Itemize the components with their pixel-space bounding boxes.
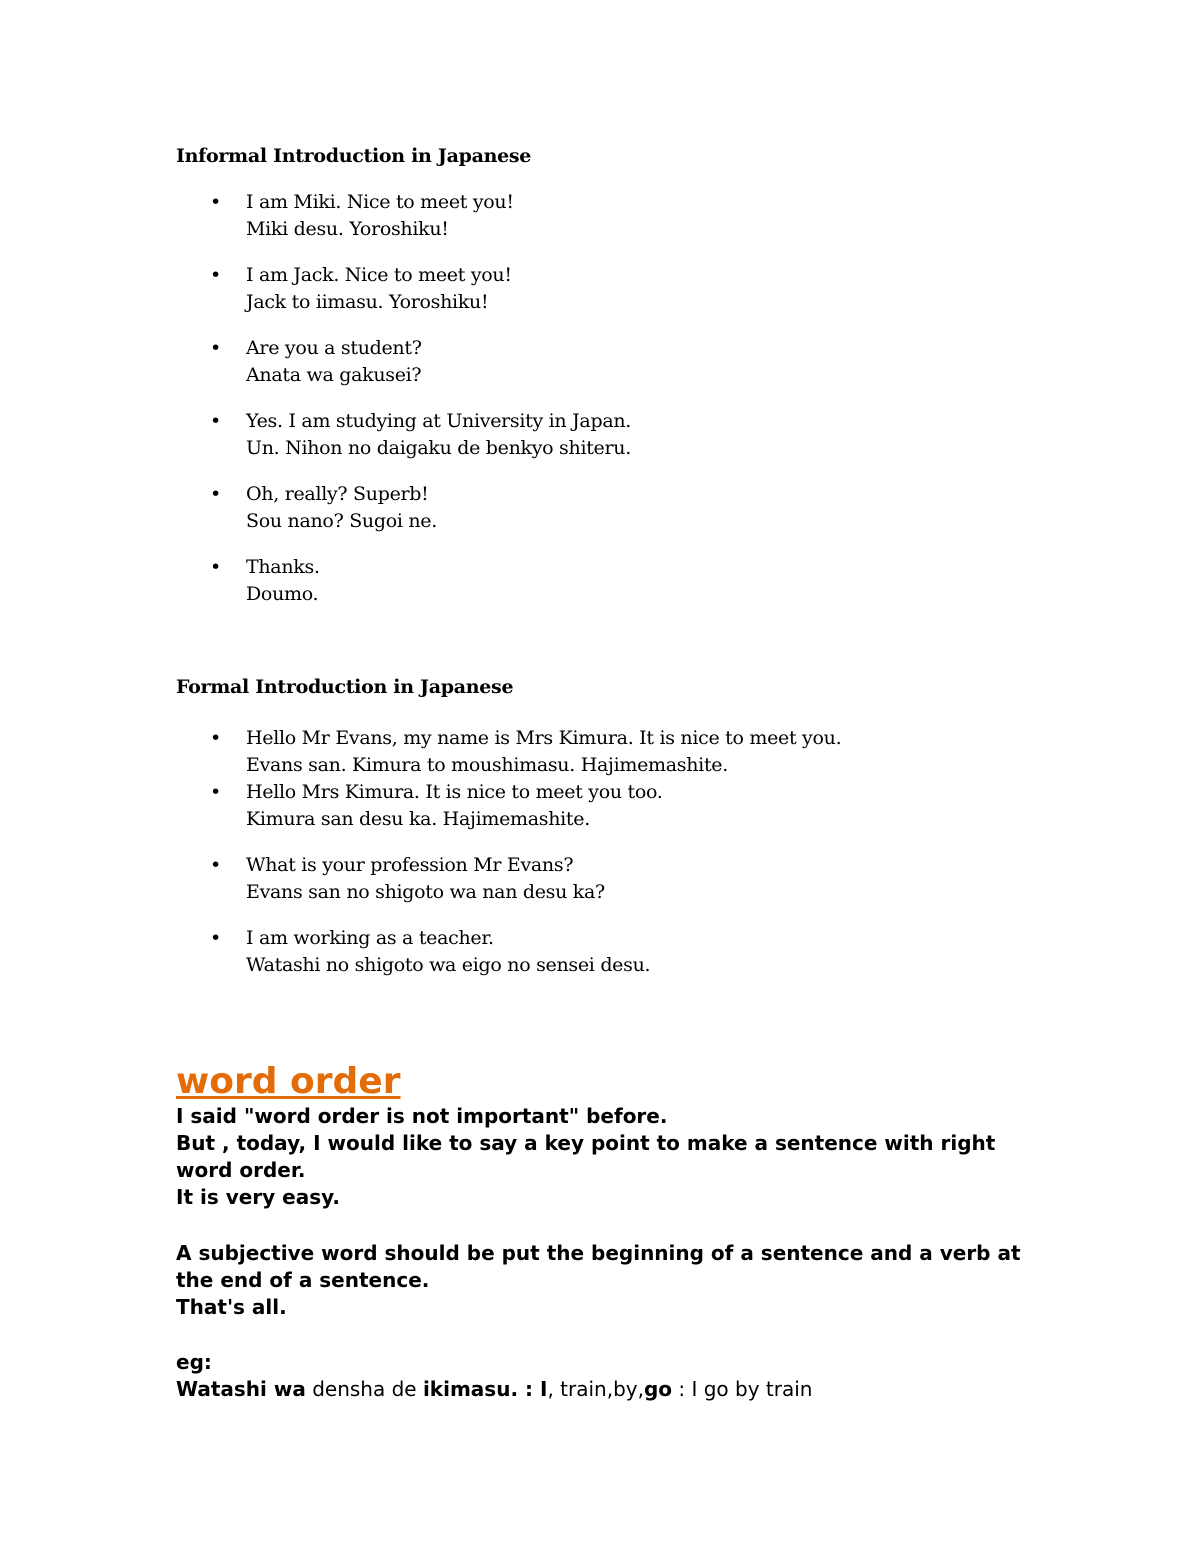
example-translation: : I go by train <box>672 1377 813 1401</box>
eg-label: eg: <box>176 1350 212 1374</box>
japanese-line: Un. Nihon no daigaku de benkyo shiteru. <box>246 437 631 459</box>
example-verb: ikimasu <box>422 1377 511 1401</box>
example-separator: . : <box>510 1377 540 1401</box>
list-item <box>176 852 1076 906</box>
paragraph-line: But , today, I would like to say a key point to make a sentence with right word order. <box>176 1131 996 1182</box>
japanese-line: Watashi no shigoto wa eigo no sensei desu. <box>246 954 651 976</box>
bullet-icon: • <box>210 854 221 876</box>
bullet-icon: • <box>210 337 221 359</box>
example-subject: Watashi wa <box>176 1377 306 1401</box>
list-item <box>176 262 1076 316</box>
list-item <box>176 554 1076 608</box>
word-order-paragraph-1 <box>176 1103 1036 1211</box>
japanese-line: Jack to iimasu. Yoroshiku! <box>246 291 489 313</box>
bullet-icon: • <box>210 483 221 505</box>
bullet-icon: • <box>210 410 221 432</box>
paragraph-line: A subjective word should be put the beginning of a sentence and a verb at the end of a sentence. <box>176 1241 1021 1292</box>
word-order-paragraph-2 <box>176 1240 1036 1321</box>
example-sentence <box>176 1376 1036 1403</box>
japanese-line: Anata wa gakusei? <box>246 364 422 386</box>
word-order-title: word order <box>176 1061 401 1102</box>
bullet-icon: • <box>210 191 221 213</box>
paragraph-line: It is very easy. <box>176 1185 340 1209</box>
english-line: I am Miki. Nice to meet you! <box>246 191 514 213</box>
japanese-line: Sou nano? Sugoi ne. <box>246 510 437 532</box>
bullet-icon: • <box>210 727 221 749</box>
example-gloss-subject: I <box>539 1377 548 1401</box>
english-line: Oh, really? Superb! <box>246 483 429 505</box>
list-item <box>176 335 1076 389</box>
bullet-icon: • <box>210 264 221 286</box>
list-item <box>176 779 1076 833</box>
japanese-line: Kimura san desu ka. Hajimemashite. <box>246 808 590 830</box>
bullet-icon: • <box>210 927 221 949</box>
english-line: Thanks. <box>246 556 320 578</box>
formal-list <box>176 725 1076 998</box>
english-line: I am working as a teacher. <box>246 927 494 949</box>
japanese-line: Doumo. <box>246 583 319 605</box>
japanese-line: Evans san. Kimura to moushimasu. Hajimemashite. <box>246 754 728 776</box>
informal-list <box>176 189 1076 627</box>
japanese-line: Miki desu. Yoroshiku! <box>246 218 449 240</box>
example-block <box>176 1349 1036 1403</box>
paragraph-line: I said "word order is not important" before. <box>176 1104 668 1128</box>
list-item <box>176 408 1076 462</box>
paragraph-line: That's all. <box>176 1295 287 1319</box>
example-middle: densha de <box>305 1377 423 1401</box>
list-item <box>176 481 1076 535</box>
formal-heading: Formal Introduction in Japanese <box>176 676 514 698</box>
english-line: Yes. I am studying at University in Japan. <box>246 410 632 432</box>
english-line: What is your profession Mr Evans? <box>246 854 574 876</box>
bullet-icon: • <box>210 556 221 578</box>
japanese-line: Evans san no shigoto wa nan desu ka? <box>246 881 605 903</box>
english-line: I am Jack. Nice to meet you! <box>246 264 512 286</box>
english-line: Hello Mrs Kimura. It is nice to meet you too. <box>246 781 663 803</box>
informal-heading: Informal Introduction in Japanese <box>176 145 532 167</box>
example-gloss-verb: go <box>643 1377 673 1401</box>
english-line: Hello Mr Evans, my name is Mrs Kimura. It is nice to meet you. <box>246 727 842 749</box>
list-item <box>176 189 1076 243</box>
list-item <box>176 925 1076 979</box>
example-gloss-middle: , train,by, <box>547 1377 644 1401</box>
bullet-icon: • <box>210 781 221 803</box>
list-item <box>176 725 1076 779</box>
english-line: Are you a student? <box>246 337 422 359</box>
